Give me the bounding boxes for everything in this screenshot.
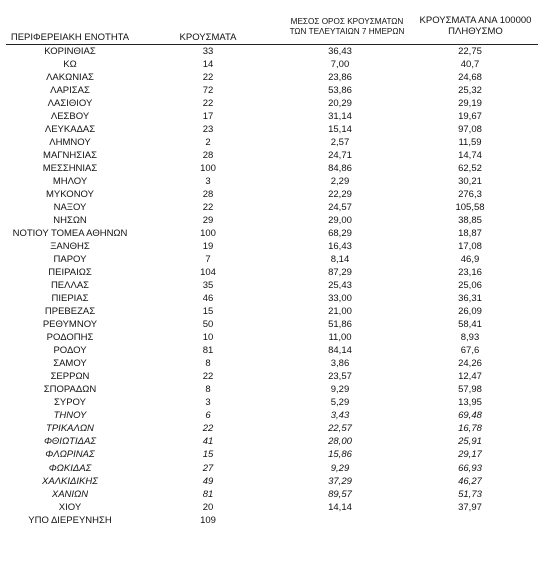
cell-cases: 22 bbox=[202, 98, 214, 110]
cell-region: ΥΠΟ ΔΙΕΡΕΥΝΗΣΗ bbox=[28, 514, 112, 526]
cell-seven-day-average: 31,14 bbox=[328, 111, 352, 123]
cell-cases-per-100k: 25,91 bbox=[458, 436, 482, 448]
cell-cases: 22 bbox=[202, 371, 214, 383]
table-row bbox=[0, 448, 542, 461]
cell-cases-per-100k: 24,26 bbox=[458, 358, 482, 370]
cell-region: ΧΑΝΙΩΝ bbox=[51, 488, 89, 500]
cell-cases-per-100k: 69,48 bbox=[458, 410, 482, 422]
cell-seven-day-average: 37,29 bbox=[328, 475, 352, 487]
cell-cases-per-100k: 26,09 bbox=[458, 306, 482, 318]
cell-seven-day-average: 2,57 bbox=[330, 137, 350, 149]
cell-cases: 81 bbox=[202, 488, 214, 500]
table-row bbox=[0, 214, 542, 227]
header-region: ΠΕΡΙΦΕΡΕΙΑΚΗ ΕΝΟΤΗΤΑ bbox=[10, 32, 130, 43]
table-row bbox=[0, 344, 542, 357]
cell-region: ΛΕΥΚΑΔΑΣ bbox=[44, 124, 96, 136]
cell-region: ΦΛΩΡΙΝΑΣ bbox=[45, 449, 95, 461]
cell-cases: 27 bbox=[202, 462, 214, 474]
cell-cases-per-100k: 29,19 bbox=[458, 98, 482, 110]
table-row bbox=[0, 279, 542, 292]
cell-cases: 33 bbox=[202, 46, 214, 57]
cell-region: ΝΗΣΩΝ bbox=[53, 215, 87, 227]
cell-cases: 100 bbox=[200, 228, 216, 240]
cell-cases: 50 bbox=[202, 319, 214, 331]
cell-seven-day-average: 8,14 bbox=[330, 254, 350, 266]
cell-cases: 8 bbox=[205, 384, 211, 396]
cell-cases-per-100k: 46,27 bbox=[458, 475, 482, 487]
cell-seven-day-average: 29,00 bbox=[328, 215, 352, 227]
cell-cases: 46 bbox=[202, 293, 214, 305]
table-row bbox=[0, 149, 542, 162]
cell-cases-per-100k: 30,21 bbox=[458, 176, 482, 188]
cell-region: ΛΑΚΩΝΙΑΣ bbox=[46, 72, 94, 84]
cell-seven-day-average: 3,86 bbox=[330, 358, 350, 370]
cell-region: ΦΩΚΙΔΑΣ bbox=[48, 462, 92, 474]
table-row bbox=[0, 462, 542, 475]
cell-seven-day-average: 14,14 bbox=[328, 501, 352, 513]
cell-cases: 49 bbox=[202, 475, 214, 487]
cell-region: ΛΕΣΒΟΥ bbox=[50, 111, 90, 123]
header-avg-line2: ΤΩΝ ΤΕΛΕΥΤΑΙΩΝ 7 ΗΜΕΡΩΝ bbox=[289, 27, 405, 36]
header-seven-day-average bbox=[272, 17, 422, 37]
cell-region: ΜΥΚΟΝΟΥ bbox=[46, 189, 94, 201]
table-row bbox=[0, 331, 542, 344]
cell-cases: 23 bbox=[202, 124, 214, 136]
cell-cases: 72 bbox=[202, 85, 214, 97]
cell-cases-per-100k: 24,68 bbox=[458, 72, 482, 84]
cell-region: ΡΟΔΟΠΗΣ bbox=[46, 332, 94, 344]
table-row bbox=[0, 175, 542, 188]
cell-seven-day-average: 51,86 bbox=[328, 319, 352, 331]
cell-seven-day-average: 15,86 bbox=[328, 449, 352, 461]
cell-region: ΡΕΘΥΜΝΟΥ bbox=[42, 319, 98, 331]
cell-cases-per-100k: 25,32 bbox=[458, 85, 482, 97]
table-row bbox=[0, 357, 542, 370]
cell-seven-day-average: 24,71 bbox=[328, 150, 352, 162]
table-row bbox=[0, 45, 542, 58]
table-row bbox=[0, 136, 542, 149]
cell-seven-day-average: 53,86 bbox=[328, 85, 352, 97]
cell-cases-per-100k: 22,75 bbox=[458, 46, 482, 57]
cell-seven-day-average: 36,43 bbox=[328, 46, 352, 57]
cell-cases: 35 bbox=[202, 280, 214, 292]
cell-cases-per-100k: 12,47 bbox=[458, 371, 482, 383]
cell-region: ΤΗΝΟΥ bbox=[53, 410, 87, 422]
cell-cases-per-100k: 38,85 bbox=[458, 215, 482, 227]
cell-cases: 29 bbox=[202, 215, 214, 227]
cell-region: ΛΑΡΙΣΑΣ bbox=[50, 85, 90, 97]
cell-region: ΤΡΙΚΑΛΩΝ bbox=[46, 423, 94, 435]
cell-cases-per-100k: 105,58 bbox=[455, 202, 485, 214]
cell-cases: 6 bbox=[205, 410, 211, 422]
cell-seven-day-average: 3,43 bbox=[330, 410, 350, 422]
cell-seven-day-average: 25,43 bbox=[328, 280, 352, 292]
table-row bbox=[0, 514, 542, 527]
header-avg-line1: ΜΕΣΟΣ ΟΡΟΣ ΚΡΟΥΣΜΑΤΩΝ bbox=[290, 17, 404, 26]
cell-seven-day-average: 15,14 bbox=[328, 124, 352, 136]
table-row bbox=[0, 227, 542, 240]
cell-cases-per-100k: 25,06 bbox=[458, 280, 482, 292]
cell-cases: 3 bbox=[205, 176, 211, 188]
cell-region: ΚΩ bbox=[63, 59, 77, 71]
cell-region: ΚΟΡΙΝΘΙΑΣ bbox=[44, 46, 96, 57]
cell-seven-day-average: 7,00 bbox=[330, 59, 350, 71]
cell-cases: 22 bbox=[202, 423, 214, 435]
cell-cases-per-100k: 97,08 bbox=[458, 124, 482, 136]
cell-cases-per-100k: 276,3 bbox=[458, 189, 482, 201]
cell-cases-per-100k: 51,73 bbox=[458, 488, 482, 500]
cell-cases: 100 bbox=[200, 163, 216, 175]
header-per100k-line2: ΠΛΗΘΥΣΜΟ bbox=[448, 26, 503, 37]
cell-cases-per-100k: 18,87 bbox=[458, 228, 482, 240]
cell-region: ΜΗΛΟΥ bbox=[52, 176, 88, 188]
cell-cases: 7 bbox=[205, 254, 211, 266]
cell-region: ΜΑΓΝΗΣΙΑΣ bbox=[43, 150, 97, 162]
table-row bbox=[0, 162, 542, 175]
header-cases: ΚΡΟΥΣΜΑΤΑ bbox=[179, 32, 237, 43]
cell-seven-day-average: 23,57 bbox=[328, 371, 352, 383]
cell-cases: 14 bbox=[202, 59, 214, 71]
cell-cases-per-100k: 29,17 bbox=[458, 449, 482, 461]
table-row bbox=[0, 84, 542, 97]
cell-cases: 17 bbox=[202, 111, 214, 123]
table-row bbox=[0, 253, 542, 266]
cell-region: ΠΙΕΡΙΑΣ bbox=[51, 293, 89, 305]
cell-seven-day-average: 87,29 bbox=[328, 267, 352, 279]
cell-seven-day-average: 68,29 bbox=[328, 228, 352, 240]
cell-cases: 19 bbox=[202, 241, 214, 253]
cell-cases-per-100k: 16,78 bbox=[458, 423, 482, 435]
cell-seven-day-average: 28,00 bbox=[328, 436, 352, 448]
cell-cases: 8 bbox=[205, 358, 211, 370]
table-row bbox=[0, 370, 542, 383]
cell-region: ΛΑΣΙΘΙΟΥ bbox=[47, 98, 93, 110]
cell-cases: 41 bbox=[202, 436, 214, 448]
cell-cases-per-100k: 36,31 bbox=[458, 293, 482, 305]
cell-cases-per-100k: 67,6 bbox=[460, 345, 480, 357]
cell-seven-day-average: 84,86 bbox=[328, 163, 352, 175]
table-row bbox=[0, 110, 542, 123]
cell-cases-per-100k: 23,16 bbox=[458, 267, 482, 279]
cell-cases-per-100k: 57,98 bbox=[458, 384, 482, 396]
cell-cases: 81 bbox=[202, 345, 214, 357]
cell-seven-day-average: 9,29 bbox=[330, 384, 350, 396]
table-row bbox=[0, 97, 542, 110]
table-row bbox=[0, 422, 542, 435]
table-row bbox=[0, 292, 542, 305]
cell-region: ΠΕΛΛΑΣ bbox=[50, 280, 90, 292]
cell-region: ΜΕΣΣΗΝΙΑΣ bbox=[42, 163, 98, 175]
cell-seven-day-average: 11,00 bbox=[328, 332, 352, 344]
cell-cases-per-100k: 19,67 bbox=[458, 111, 482, 123]
table-row bbox=[0, 58, 542, 71]
cell-region: ΣΠΟΡΑΔΩΝ bbox=[43, 384, 97, 396]
table-row bbox=[0, 383, 542, 396]
table-row bbox=[0, 240, 542, 253]
cell-region: ΣΥΡΟΥ bbox=[54, 397, 86, 409]
header-per100k-line1: ΚΡΟΥΣΜΑΤΑ ΑΝΑ 100000 bbox=[419, 15, 532, 26]
cell-cases: 104 bbox=[200, 267, 216, 279]
cell-seven-day-average: 22,29 bbox=[328, 189, 352, 201]
cell-region: ΡΟΔΟΥ bbox=[53, 345, 87, 357]
cell-cases-per-100k: 8,93 bbox=[460, 332, 480, 344]
cell-region: ΣΕΡΡΩΝ bbox=[50, 371, 90, 383]
table-row bbox=[0, 409, 542, 422]
cell-region: ΝΟΤΙΟΥ ΤΟΜΕΑ ΑΘΗΝΩΝ bbox=[12, 228, 128, 240]
table-row bbox=[0, 318, 542, 331]
table-row bbox=[0, 201, 542, 214]
cell-cases-per-100k: 11,59 bbox=[458, 137, 482, 149]
cell-cases: 28 bbox=[202, 189, 214, 201]
cell-cases: 28 bbox=[202, 150, 214, 162]
cell-cases: 20 bbox=[202, 501, 214, 513]
cell-cases-per-100k: 14,74 bbox=[458, 150, 482, 162]
cell-cases-per-100k: 46,9 bbox=[460, 254, 480, 266]
cell-seven-day-average: 24,57 bbox=[328, 202, 352, 214]
table-row bbox=[0, 396, 542, 409]
cell-cases: 3 bbox=[205, 397, 211, 409]
cell-cases-per-100k: 13,95 bbox=[458, 397, 482, 409]
table-row bbox=[0, 71, 542, 84]
table-row bbox=[0, 266, 542, 279]
cell-region: ΧΑΛΚΙΔΙΚΗΣ bbox=[42, 475, 98, 487]
cell-cases-per-100k: 62,52 bbox=[458, 163, 482, 175]
cell-region: ΛΗΜΝΟΥ bbox=[49, 137, 91, 149]
cell-region: ΞΑΝΘΗΣ bbox=[50, 241, 90, 253]
cell-region: ΠΡΕΒΕΖΑΣ bbox=[44, 306, 96, 318]
cell-seven-day-average: 9,29 bbox=[330, 462, 350, 474]
cell-seven-day-average: 21,00 bbox=[328, 306, 352, 318]
cell-cases: 2 bbox=[205, 137, 211, 149]
cell-region: ΠΕΙΡΑΙΩΣ bbox=[48, 267, 92, 279]
cell-seven-day-average: 16,43 bbox=[328, 241, 352, 253]
cell-region: ΠΑΡΟΥ bbox=[53, 254, 87, 266]
cell-cases-per-100k: 40,7 bbox=[460, 59, 480, 71]
cell-region: ΣΑΜΟΥ bbox=[53, 358, 87, 370]
cell-region: ΝΑΞΟΥ bbox=[53, 202, 87, 214]
cell-cases: 10 bbox=[202, 332, 214, 344]
cell-cases-per-100k: 66,93 bbox=[458, 462, 482, 474]
table-row bbox=[0, 123, 542, 136]
cell-seven-day-average: 84,14 bbox=[328, 345, 352, 357]
cell-region: ΦΘΙΩΤΙΔΑΣ bbox=[43, 436, 97, 448]
cell-cases: 15 bbox=[202, 449, 214, 461]
cell-cases-per-100k: 17,08 bbox=[458, 241, 482, 253]
cell-seven-day-average: 2,29 bbox=[330, 176, 350, 188]
cell-seven-day-average: 23,86 bbox=[328, 72, 352, 84]
cell-cases: 22 bbox=[202, 72, 214, 84]
cell-seven-day-average: 33,00 bbox=[328, 293, 352, 305]
table-body bbox=[0, 45, 542, 527]
table-row bbox=[0, 501, 542, 514]
table-row bbox=[0, 188, 542, 201]
table-row bbox=[0, 475, 542, 488]
cell-seven-day-average: 89,57 bbox=[328, 488, 352, 500]
cell-seven-day-average: 22,57 bbox=[328, 423, 352, 435]
cell-cases-per-100k: 58,41 bbox=[458, 319, 482, 331]
cell-region: ΧΙΟΥ bbox=[58, 501, 82, 513]
table-row bbox=[0, 435, 542, 448]
cell-cases-per-100k: 37,97 bbox=[458, 501, 482, 513]
table-row bbox=[0, 305, 542, 318]
cell-cases: 109 bbox=[200, 514, 216, 526]
cell-seven-day-average: 5,29 bbox=[330, 397, 350, 409]
cell-seven-day-average: 20,29 bbox=[328, 98, 352, 110]
cell-cases: 22 bbox=[202, 202, 214, 214]
header-cases-per-100k bbox=[408, 15, 542, 37]
table-row bbox=[0, 488, 542, 501]
cell-cases: 15 bbox=[202, 306, 214, 318]
